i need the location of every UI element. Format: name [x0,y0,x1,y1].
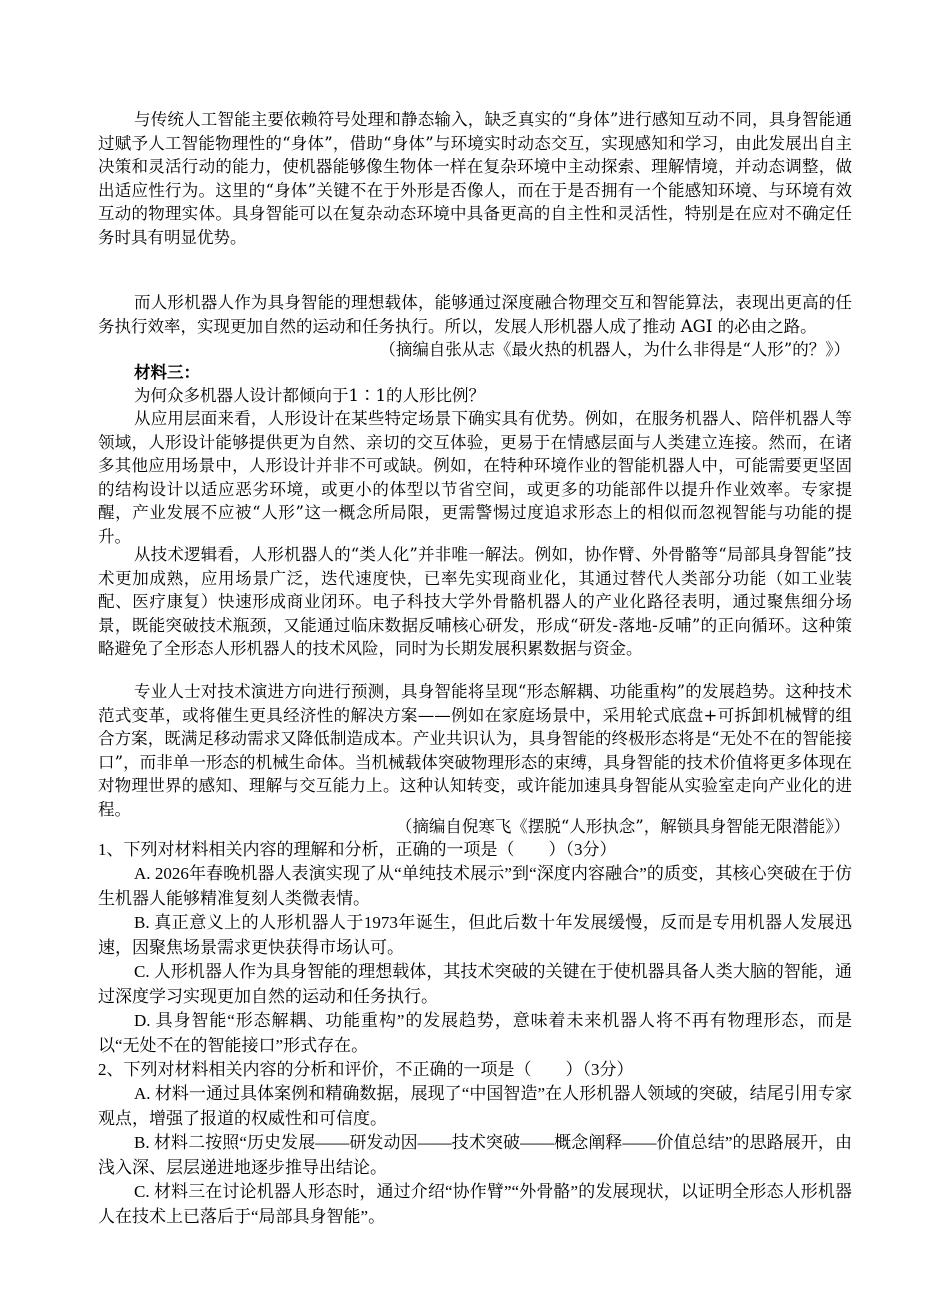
question-2-stem: 2、下列对材料相关内容的分析和评价，不正确的一项是（ ）（3分） [98,1060,634,1079]
passage-three-paragraph-2: 从技术逻辑看，人形机器人的“类人化”并非唯一解法。例如，协作臂、外骨骼等“局部具身智能”技术更加成熟，应用场景广泛，迭代速度快，已率先实现商业化，其通过替代人类部分功能（如工业装配、医疗康复）快速形成商业闭环。电子科技大学外骨骼机器人的产业化路径表明，通过聚焦细分场景，既能突破技术瓶颈，又能通过临床数据反哺核心研发，形成“研发-落地-反哺”的正向循环。这种策略避免了全形态人形机器人的技术风险，同时为长期发展积累数据与资金。 [98,545,852,659]
question-1-option-c: C. 人形机器人作为具身智能的理想载体，其技术突破的关键在于使机器具备人类大脑的智能，通过深度学习实现更加自然的运动和任务执行。 [98,962,852,1006]
passage-three-paragraph-3: 专业人士对技术演进方向进行预测，具身智能将呈现“形态解耦、功能重构”的发展趋势。这种技术范式变革，或将催生更具经济性的解决方案——例如在家庭场景中，采用轮式底盘+可拆卸机械臂的组合方案，既满足移动需求又降低制造成本。产业共识认为，具身智能的终极形态将是“无处不在的智能接口”，而非单一形态的机械生命体。当机械载体突破物理形态的束缚，具身智能的技术价值将更多体现在对物理世界的感知、理解与交互能力上。这种认知转变，或许能加速具身智能从实验室走向产业化的进程。 [98,682,852,819]
passage-three-source: （摘编自倪寒飞《摆脱“人形执念”，解锁具身智能无限潜能》） [395,817,850,836]
passage-two-paragraph-2: 而人形机器人作为具身智能的理想载体，能够通过深度融合物理交互和智能算法，表现出更高的任务执行效率，实现更加自然的运动和任务执行。所以，发展人形机器人成了推动 AGI 的必由之路。 [98,293,852,336]
question-2-option-b: B. 材料二按照“历史发展——研发动因——技术突破——概念阐释——价值总结”的思路展开，由浅入深、层层递进地逐步推导出结论。 [98,1133,852,1177]
question-1-stem: 1、下列对材料相关内容的理解和分析，正确的一项是（ ）（3分） [98,840,617,859]
passage-three-paragraph-1: 从应用层面来看，人形设计在某些特定场景下确实具有优势。例如，在服务机器人、陪伴机器人等领域，人形设计能够提供更为自然、亲切的交互体验，更易于在情感层面与人类建立连接。然而，在诸多其他应用场景中，人形设计并非不可或缺。例如，在特种环境作业的智能机器人中，可能需要更坚固的结构设计以适应恶劣环境，或更小的体型以节省空间，或更多的功能部件以提升作业效率。专家提醒，产业发展不应被“人形”这一概念所局限，更需警惕过度追求形态上的相似而忽视智能与功能的提升。 [98,409,852,546]
passage-two-source: （摘编自张从志《最火热的机器人，为什么非得是“人形”的？》） [379,340,850,359]
passage-three-heading: 材料三： [134,363,200,382]
passage-two-paragraph-1: 与传统人工智能主要依赖符号处理和静态输入，缺乏真实的“身体”进行感知互动不同，具身智能通过赋予人工智能物理性的“身体”，借助“身体”与环境实时动态交互，实现感知和学习，由此发展出自主决策和灵活行动的能力，使机器能够像生物体一样在复杂环境中主动探索、理解情境，并动态调整，做出适应性行为。这里的“身体”关键不在于外形是否像人，而在于是否拥有一个能感知环境、与环境有效互动的物理实体。具身智能可以在复杂动态环境中具备更高的自主性和灵活性，特别是在应对不确定任务时具有明显优势。 [98,110,852,247]
question-1-option-b: B. 真正意义上的人形机器人于1973年诞生，但此后数十年发展缓慢，反而是专用机器人发展迅速，因聚焦场景需求更快获得市场认可。 [98,913,852,957]
question-1-option-d: D. 具身智能“形态解耦、功能重构”的发展趋势，意味着未来机器人将不再有物理形态，而是以“无处不在的智能接口”形式存在。 [98,1011,852,1055]
question-2-option-c: C. 材料三在讨论机器人形态时，通过介绍“协作臂”“外骨骼”的发展现状，以证明全形态人形机器人在技术上已落后于“局部具身智能”。 [98,1182,852,1226]
question-1-option-a: A. 2026年春晚机器人表演实现了从“单纯技术展示”到“深度内容融合”的质变，其核心突破在于仿生机器人能够精准复刻人类微表情。 [98,864,852,908]
question-2-option-a: A. 材料一通过具体案例和精确数据，展现了“中国智造”在人形机器人领域的突破，结尾引用专家观点，增强了报道的权威性和可信度。 [98,1084,852,1128]
passage-three-question: 为何众多机器人设计都倾向于1∶1的人形比例？ [134,386,485,405]
